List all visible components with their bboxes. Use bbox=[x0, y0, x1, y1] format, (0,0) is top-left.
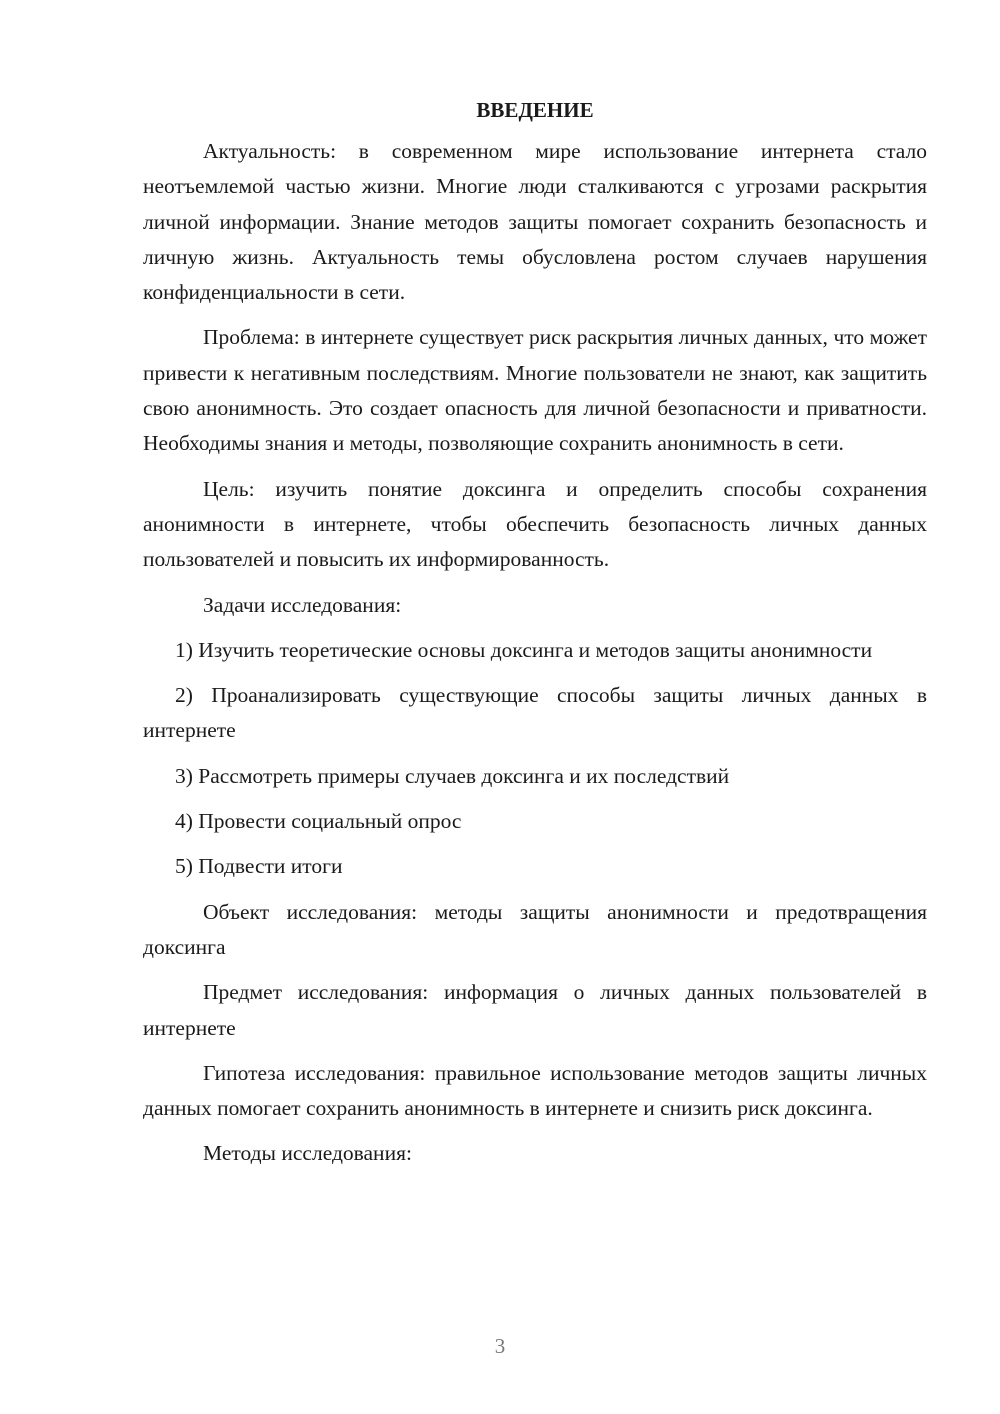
methods-heading: Методы исследования: bbox=[203, 1141, 412, 1166]
object-paragraph: Объект исследования: методы защиты анонимности и предотвращения доксинга bbox=[143, 899, 927, 959]
section-title: ВВЕДЕНИЕ bbox=[476, 98, 594, 122]
hypothesis-paragraph: Гипотеза исследования: правильное использование методов защиты личных данных помогает сохранить анонимность в интернете и снизить риск доксинга. bbox=[143, 1060, 927, 1121]
task-item-3: 3) Рассмотреть примеры случаев доксинга и их последствий bbox=[175, 763, 730, 788]
page-number: 3 bbox=[494, 1334, 506, 1358]
subject-paragraph: Предмет исследования: информация о личных данных пользователей в интернете bbox=[143, 980, 927, 1040]
relevance-paragraph: Актуальность: в современном мире использование интернета стало неотъемлемой частью жизни. Многие люди сталкиваются с угрозами раскрытия личной информации. Знание методов защиты помогает сохранить безопасность и личную жизнь. Актуальность темы обусловлена ростом случаев нарушения конфиденциальности в сети. bbox=[143, 139, 927, 305]
task-item-1: 1) Изучить теоретические основы доксинга и методов защиты анонимности bbox=[175, 637, 873, 662]
tasks-heading: Задачи исследования: bbox=[203, 592, 402, 617]
task-item-2: 2) Проанализировать существующие способы защиты личных данных в интернете bbox=[143, 683, 927, 743]
goal-paragraph: Цель: изучить понятие доксинга и определить способы сохранения анонимности в интернете, чтобы обеспечить безопасность личных данных пользователей и повысить их информированность. bbox=[143, 476, 927, 572]
task-item-5: 5) Подвести итоги bbox=[175, 854, 343, 879]
page-content bbox=[143, 94, 927, 1182]
task-item-4: 4) Провести социальный опрос bbox=[175, 809, 462, 834]
problem-paragraph: Проблема: в интернете существует риск раскрытия личных данных, что может привести к негативным последствиям. Многие пользователи не знают, как защитить свою анонимность. Это создает опасность для личной безопасности и приватности. Необходимы знания и методы, позволяющие сохранить анонимность в сети. bbox=[143, 325, 927, 456]
